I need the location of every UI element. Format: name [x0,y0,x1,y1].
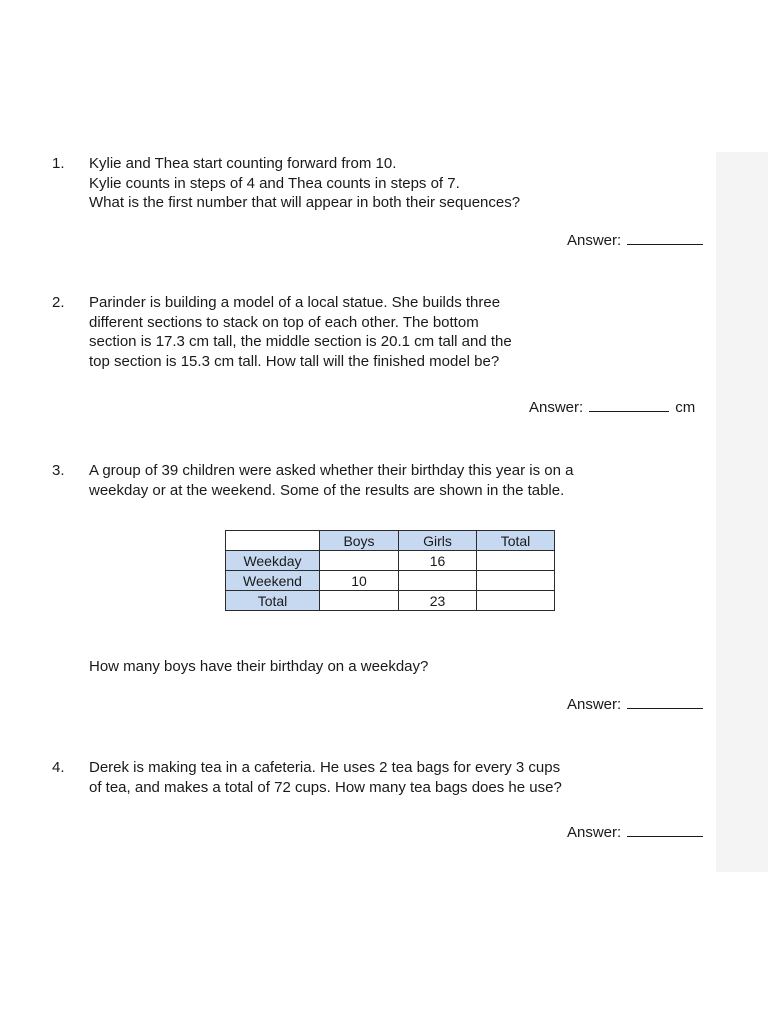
table-cell: 10 [320,571,399,591]
table-cell [399,571,477,591]
table-row [226,591,555,611]
row-header-weekend: Weekend [226,571,320,591]
table-cell: 23 [399,591,477,611]
question-line: Kylie and Thea start counting forward from 10. [89,155,397,172]
question-3-followup: How many boys have their birthday on a weekday? [89,658,429,675]
question-text [89,758,649,797]
row-header-total: Total [226,591,320,611]
table-cell [320,591,399,611]
question-line: What is the first number that will appear in both their sequences? [89,194,521,212]
question-line: Kylie counts in steps of 4 and Thea counts in steps of 7. [89,174,460,192]
question-line: of tea, and makes a total of 72 cups. How many tea bags does he use? [89,778,562,796]
answer-1 [567,230,703,250]
table-header-boys: Boys [320,531,399,551]
answer-label: Answer: [567,696,622,713]
answer-line[interactable] [627,230,703,245]
question-text [89,293,649,371]
table-row [226,551,555,571]
table-cell [320,551,399,571]
question-line: different sections to stack on top of each other. The bottom [89,313,479,331]
answer-unit: cm [675,399,696,416]
row-header-weekday: Weekday [226,551,320,571]
table-corner-cell [226,531,320,551]
answer-line[interactable] [589,397,669,412]
table-header-row [226,531,555,551]
question-line: Parinder is building a model of a local statue. She builds three [89,294,501,311]
question-number: 4. [52,759,65,776]
table-cell: 16 [399,551,477,571]
answer-4 [567,822,703,842]
question-line: Derek is making tea in a cafeteria. He uses 2 tea bags for every 3 cups [89,759,561,776]
table-cell [477,591,555,611]
birthday-table [225,530,555,611]
question-line: weekday or at the weekend. Some of the results are shown in the table. [89,481,565,499]
question-number: 3. [52,462,65,479]
question-line: A group of 39 children were asked whether their birthday this year is on a [89,462,574,479]
question-line: top section is 15.3 cm tall. How tall will the finished model be? [89,352,500,370]
answer-label: Answer: [529,399,584,416]
table-header-total: Total [477,531,555,551]
side-panel [716,152,768,872]
question-line: section is 17.3 cm tall, the middle section is 20.1 cm tall and the [89,333,512,351]
answer-label: Answer: [567,232,622,249]
table-header-girls: Girls [399,531,477,551]
table-row [226,571,555,591]
question-text [89,461,649,500]
answer-label: Answer: [567,824,622,841]
table-cell [477,551,555,571]
answer-3 [567,694,703,714]
answer-line[interactable] [627,822,703,837]
answer-line[interactable] [627,694,703,709]
table-cell [477,571,555,591]
question-number: 1. [52,155,65,172]
question-number: 2. [52,294,65,311]
answer-2 [529,397,695,417]
question-text [89,154,649,213]
